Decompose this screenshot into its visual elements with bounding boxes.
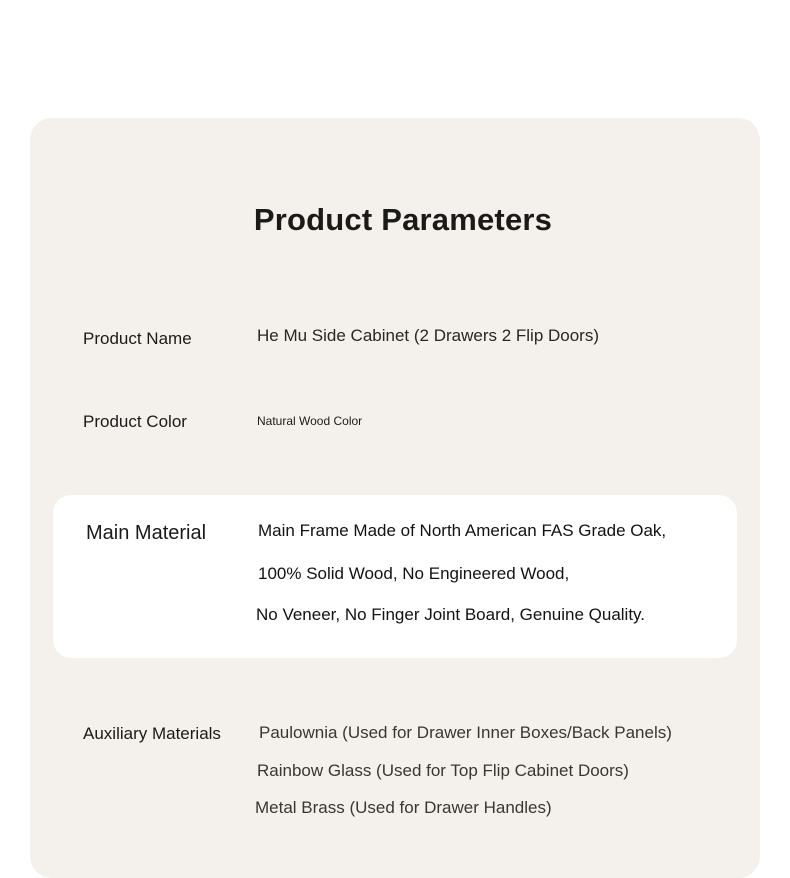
auxiliary-material-line-3: Metal Brass (Used for Drawer Handles) [255, 798, 552, 817]
main-material-line-3: No Veneer, No Finger Joint Board, Genuine Quality. [256, 605, 646, 624]
product-color-value: Natural Wood Color [257, 414, 363, 428]
auxiliary-materials-label: Auxiliary Materials [83, 724, 221, 743]
product-name-value: He Mu Side Cabinet (2 Drawers 2 Flip Doors) [257, 326, 600, 345]
page-title: Product Parameters [253, 202, 553, 237]
auxiliary-material-line-1: Paulownia (Used for Drawer Inner Boxes/Back Panels) [259, 723, 672, 742]
product-name-label: Product Name [83, 329, 192, 348]
product-color-label: Product Color [83, 412, 187, 431]
main-material-line-1: Main Frame Made of North American FAS Grade Oak, [258, 521, 667, 540]
main-material-line-2: 100% Solid Wood, No Engineered Wood, [258, 564, 570, 583]
main-material-label: Main Material [86, 522, 207, 544]
auxiliary-material-line-2: Rainbow Glass (Used for Top Flip Cabinet Doors) [257, 761, 629, 780]
